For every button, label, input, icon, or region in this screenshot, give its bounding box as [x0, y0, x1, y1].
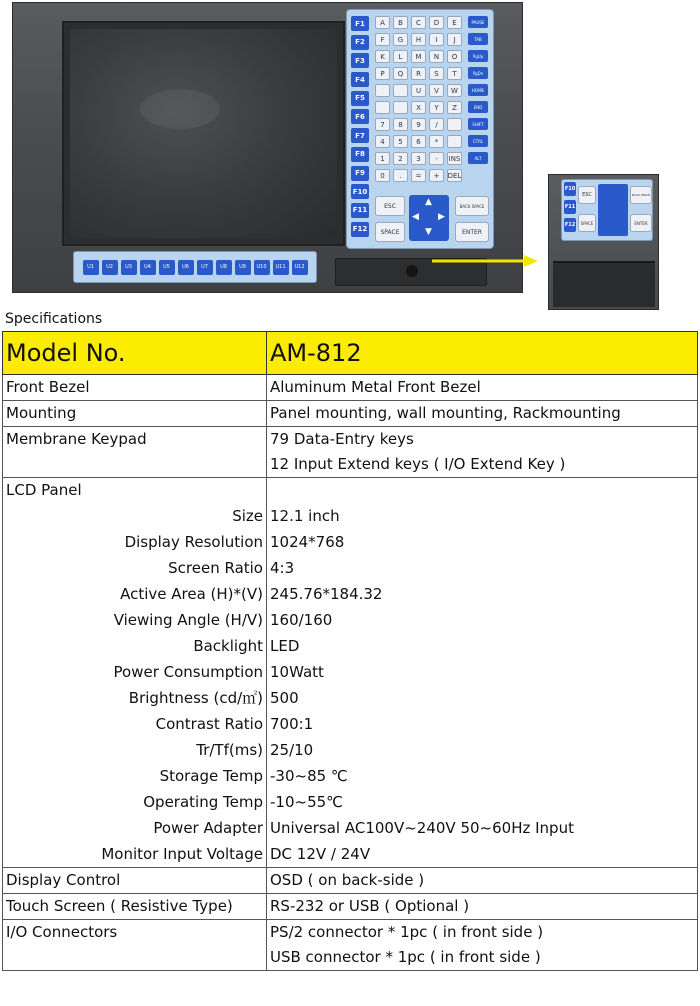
- spec-row-front-bezel: [3, 375, 698, 401]
- spec-label: Membrane Keypad: [3, 427, 267, 478]
- detail-function-key: F12: [564, 218, 576, 232]
- lcd-spec-row: [3, 842, 698, 868]
- keypad-key: J: [447, 33, 462, 46]
- lcd-spec-value: 12.1 inch: [267, 504, 698, 530]
- membrane-keypad: [346, 9, 494, 249]
- lcd-spec-value: 700:1: [267, 712, 698, 738]
- keypad-key: 2: [393, 152, 408, 165]
- keypad-key: -: [429, 152, 444, 165]
- detail-enter-key: ENTER: [630, 214, 652, 232]
- keypad-key: [447, 135, 462, 148]
- input-extend-key: U6: [178, 260, 194, 275]
- lcd-spec-label: Operating Temp: [3, 790, 267, 816]
- lcd-spec-label: Brightness (cd/㎡): [3, 686, 267, 712]
- side-key: HOME: [468, 84, 488, 96]
- input-extend-key: U9: [235, 260, 251, 275]
- function-key: F5: [351, 91, 369, 106]
- side-key-column: [468, 16, 488, 169]
- keypad-key: U: [411, 84, 426, 97]
- spec-label: I/O Connectors: [3, 920, 267, 971]
- spec-value-line: PS/2 connector * 1pc ( in front side ): [270, 923, 544, 941]
- lcd-spec-value: DC 12V / 24V: [267, 842, 698, 868]
- keypad-key: R: [411, 67, 426, 80]
- keypad-key: A: [375, 16, 390, 29]
- spec-row-mounting: [3, 401, 698, 427]
- keypad-key: Y: [429, 101, 444, 114]
- enter-key: ENTER: [455, 222, 489, 242]
- lcd-spec-row: [3, 816, 698, 842]
- side-key: PgUp: [468, 50, 488, 62]
- input-extend-key: U1: [83, 260, 99, 275]
- function-key: F7: [351, 128, 369, 143]
- model-row: [3, 332, 698, 375]
- side-key: CTRL: [468, 135, 488, 147]
- lcd-spec-label: Screen Ratio: [3, 556, 267, 582]
- side-key: ALT: [468, 152, 488, 164]
- lcd-spec-label: Storage Temp: [3, 764, 267, 790]
- function-key: F4: [351, 72, 369, 87]
- keypad-key: V: [429, 84, 444, 97]
- input-extend-key: U12: [292, 260, 308, 275]
- input-extend-key-bar: [73, 251, 317, 283]
- drawer-detail-photo: [548, 174, 659, 310]
- lcd-spec-value: LED: [267, 634, 698, 660]
- detail-space-key: SPACE: [578, 214, 596, 232]
- function-key: F9: [351, 166, 369, 181]
- spec-value-line: 79 Data-Entry keys: [270, 430, 414, 448]
- keypad-key: K: [375, 50, 390, 63]
- function-key-column: [351, 16, 369, 240]
- keypad-key: Z: [447, 101, 462, 114]
- lcd-spec-label: Backlight: [3, 634, 267, 660]
- space-key: SPACE: [375, 222, 405, 242]
- input-extend-key: U10: [254, 260, 270, 275]
- function-key: F10: [351, 184, 369, 199]
- lcd-screen-frame: [62, 21, 345, 246]
- spec-row-io-connectors: [3, 920, 698, 971]
- lcd-spec-row: [3, 738, 698, 764]
- keypad-key: 1: [375, 152, 390, 165]
- keypad-key: N: [429, 50, 444, 63]
- detail-keypad: [561, 179, 653, 241]
- esc-key: ESC: [375, 196, 405, 216]
- spec-value-line: 12 Input Extend keys ( I/O Extend Key ): [270, 455, 566, 473]
- lcd-screen: [70, 29, 337, 238]
- side-key: SHIFT: [468, 118, 488, 130]
- arrow-left-icon: ◀: [412, 212, 419, 222]
- lcd-spec-value: 500: [267, 686, 698, 712]
- keypad-key: *: [429, 135, 444, 148]
- lcd-spec-row: [3, 504, 698, 530]
- lcd-spec-label: Contrast Ratio: [3, 712, 267, 738]
- model-label: Model No.: [3, 332, 267, 375]
- function-key: F3: [351, 53, 369, 68]
- panel-pc-front: [12, 2, 523, 293]
- lcd-spec-label: Power Consumption: [3, 660, 267, 686]
- detail-back-space-key: BACK SPACE: [630, 186, 652, 204]
- lcd-spec-label: Size: [3, 504, 267, 530]
- keypad-key: C: [411, 16, 426, 29]
- input-extend-key: U3: [121, 260, 137, 275]
- arrow-up-icon: ▲: [425, 197, 432, 207]
- arrow-down-icon: ▼: [425, 227, 432, 237]
- keypad-key: M: [411, 50, 426, 63]
- lcd-spec-value: Universal AC100V~240V 50~60Hz Input: [267, 816, 698, 842]
- lcd-spec-value: 25/10: [267, 738, 698, 764]
- keypad-key: INS: [447, 152, 462, 165]
- specifications-caption: Specifications: [5, 311, 103, 327]
- keypad-key: E: [447, 16, 462, 29]
- lcd-spec-label: Power Adapter: [3, 816, 267, 842]
- side-key: TAB: [468, 33, 488, 45]
- lcd-spec-row: [3, 764, 698, 790]
- function-key: F1: [351, 16, 369, 31]
- keypad-key: 3: [411, 152, 426, 165]
- spec-value: OSD ( on back-side ): [267, 868, 698, 894]
- spec-label: Touch Screen ( Resistive Type): [3, 894, 267, 920]
- keypad-key: L: [393, 50, 408, 63]
- back-space-key: BACK SPACE: [455, 196, 489, 216]
- lcd-spec-value: 160/160: [267, 608, 698, 634]
- lcd-spec-row: [3, 556, 698, 582]
- detail-function-key: F10: [564, 182, 576, 196]
- spec-value: [267, 427, 698, 478]
- lcd-spec-label: Active Area (H)*(V): [3, 582, 267, 608]
- spec-value: Panel mounting, wall mounting, Rackmounting: [267, 401, 698, 427]
- input-extend-key: U8: [216, 260, 232, 275]
- keypad-key: X: [411, 101, 426, 114]
- keypad-key: W: [447, 84, 462, 97]
- keypad-key: D: [429, 16, 444, 29]
- lcd-spec-label: Display Resolution: [3, 530, 267, 556]
- open-drawer-tray: [553, 261, 655, 307]
- spec-row-display-control: [3, 868, 698, 894]
- arrow-right-icon: ▶: [438, 212, 445, 222]
- keypad-key: G: [393, 33, 408, 46]
- lcd-spec-label: Viewing Angle (H/V): [3, 608, 267, 634]
- input-extend-key: U11: [273, 260, 289, 275]
- input-extend-key: U2: [102, 260, 118, 275]
- keypad-key: Q: [393, 67, 408, 80]
- keypad-key: O: [447, 50, 462, 63]
- lcd-spec-row: [3, 712, 698, 738]
- function-key: F8: [351, 147, 369, 162]
- lcd-spec-value: 4:3: [267, 556, 698, 582]
- side-key: END: [468, 101, 488, 113]
- side-key: PAUSE: [468, 16, 488, 28]
- spec-value-line: USB connector * 1pc ( in front side ): [270, 948, 541, 966]
- function-key: F6: [351, 109, 369, 124]
- lcd-spec-value: -30~85 ℃: [267, 764, 698, 790]
- lcd-spec-row: [3, 530, 698, 556]
- lcd-spec-label: Monitor Input Voltage: [3, 842, 267, 868]
- function-key: F11: [351, 203, 369, 218]
- keypad-key: .: [393, 169, 408, 182]
- spec-value: [267, 478, 698, 504]
- lcd-spec-row: [3, 686, 698, 712]
- input-extend-key: U4: [140, 260, 156, 275]
- keypad-key: 9: [411, 118, 426, 131]
- lcd-spec-row: [3, 660, 698, 686]
- keypad-key: [375, 101, 390, 114]
- keypad-key: S: [429, 67, 444, 80]
- input-extend-key: U7: [197, 260, 213, 275]
- spec-value: [267, 920, 698, 971]
- detail-arrow-pad: [598, 184, 628, 236]
- keypad-key: DEL: [447, 169, 462, 182]
- keypad-key: [393, 84, 408, 97]
- keypad-key: 7: [375, 118, 390, 131]
- keypad-key: [393, 101, 408, 114]
- lcd-spec-row: [3, 634, 698, 660]
- keypad-key: [447, 118, 462, 131]
- side-key: PgDn: [468, 67, 488, 79]
- keypad-key: [375, 84, 390, 97]
- keypad-key: F: [375, 33, 390, 46]
- data-entry-keys: [375, 16, 463, 182]
- product-photo: [0, 0, 700, 312]
- detail-function-keys: [564, 182, 576, 236]
- spec-value: RS-232 or USB ( Optional ): [267, 894, 698, 920]
- function-key: F2: [351, 35, 369, 50]
- input-extend-key: U5: [159, 260, 175, 275]
- spec-row-lcd-panel: [3, 478, 698, 504]
- keypad-key: T: [447, 67, 462, 80]
- keypad-key: 4: [375, 135, 390, 148]
- arrow-pad: [409, 195, 449, 241]
- lcd-spec-label: Tr/Tf(ms): [3, 738, 267, 764]
- detail-function-key: F11: [564, 200, 576, 214]
- spec-label: LCD Panel: [3, 478, 267, 504]
- keypad-key: 8: [393, 118, 408, 131]
- lcd-spec-value: 245.76*184.32: [267, 582, 698, 608]
- lcd-spec-row: [3, 790, 698, 816]
- spec-row-touch-screen: [3, 894, 698, 920]
- keypad-key: 0: [375, 169, 390, 182]
- detail-esc-key: ESC: [578, 186, 596, 204]
- lcd-spec-value: 1024*768: [267, 530, 698, 556]
- spec-label: Display Control: [3, 868, 267, 894]
- keypad-key: 5: [393, 135, 408, 148]
- spec-label: Front Bezel: [3, 375, 267, 401]
- spec-row-membrane-keypad: [3, 427, 698, 478]
- function-key: F12: [351, 222, 369, 237]
- keypad-key: /: [429, 118, 444, 131]
- keypad-key: I: [429, 33, 444, 46]
- keypad-key: +: [429, 169, 444, 182]
- spec-value: Aluminum Metal Front Bezel: [267, 375, 698, 401]
- lcd-spec-value: 10Watt: [267, 660, 698, 686]
- lcd-spec-row: [3, 582, 698, 608]
- keypad-key: =: [411, 169, 426, 182]
- spec-label: Mounting: [3, 401, 267, 427]
- callout-arrow-icon: [432, 254, 540, 268]
- lcd-spec-row: [3, 608, 698, 634]
- keypad-key: P: [375, 67, 390, 80]
- specifications-table: [2, 331, 698, 971]
- keypad-key: 6: [411, 135, 426, 148]
- lcd-spec-value: -10~55℃: [267, 790, 698, 816]
- keypad-key: H: [411, 33, 426, 46]
- model-value: AM-812: [267, 332, 698, 375]
- keypad-key: B: [393, 16, 408, 29]
